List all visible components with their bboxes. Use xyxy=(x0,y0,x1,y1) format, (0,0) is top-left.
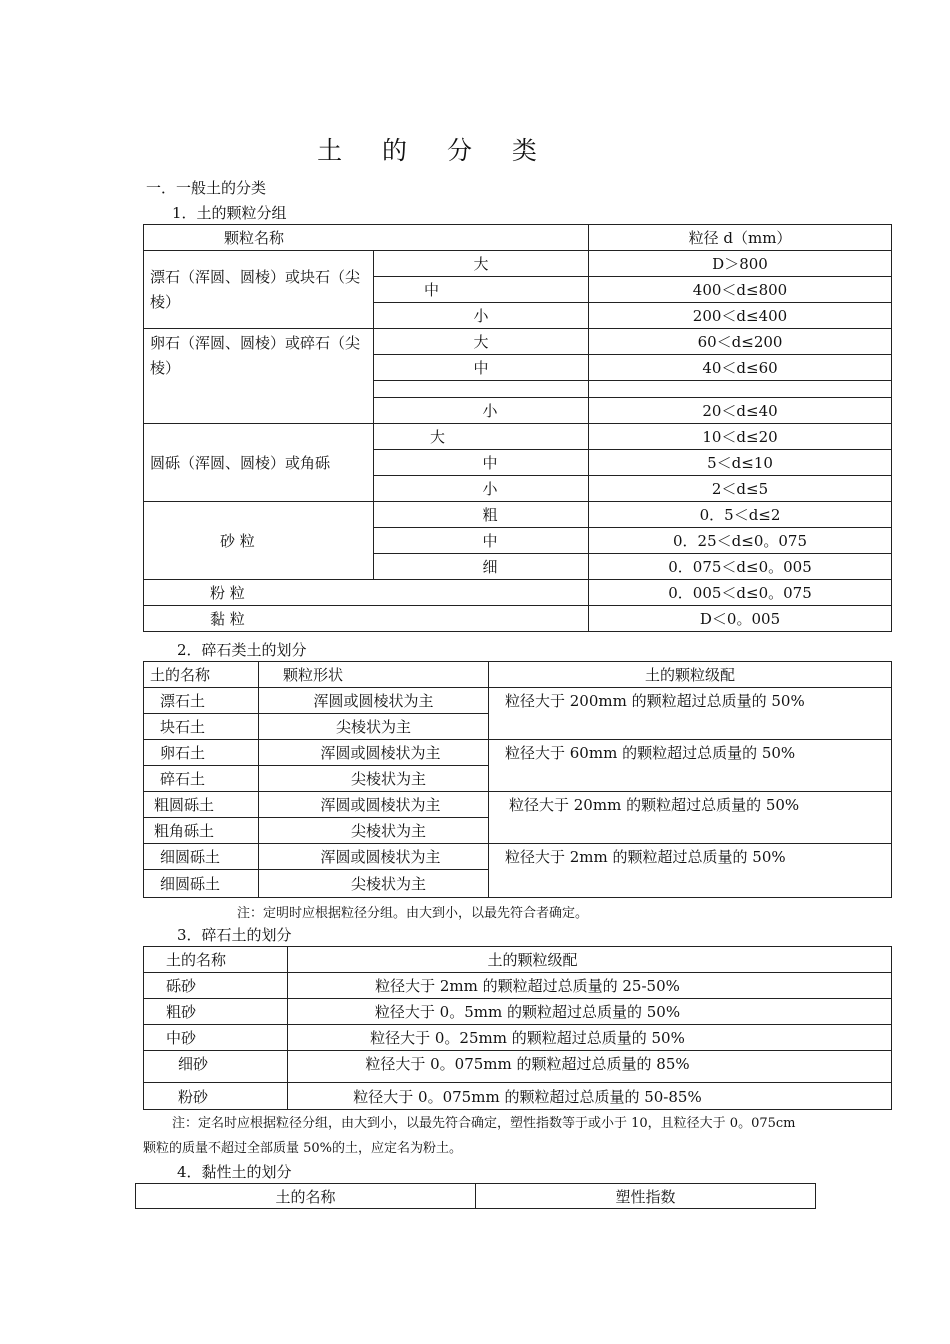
soil-name: 细圆砾土 xyxy=(144,844,259,870)
table-note: 颗粒的质量不超过全部质量 50%的土，应定名为粉土。 xyxy=(143,1141,463,1156)
soil-name: 块石土 xyxy=(144,714,259,740)
table-header: 颗粒名称 xyxy=(144,225,589,251)
grading: 粒径大于 60mm 的颗粒超过总质量的 50% xyxy=(489,740,892,792)
grading: 粒径大于 0。075mm 的颗粒超过总质量的 85% xyxy=(288,1051,892,1083)
grading: 粒径大于 0。5mm 的颗粒超过总质量的 50% xyxy=(288,999,892,1025)
soil-name: 细砂 xyxy=(144,1051,288,1083)
soil-name: 粗砂 xyxy=(144,999,288,1025)
gravel-soil-table xyxy=(143,661,892,898)
table-header: 土的名称 xyxy=(144,662,259,688)
particle-shape: 尖棱状为主 xyxy=(259,714,489,740)
particle-shape: 尖棱状为主 xyxy=(259,766,489,792)
size-range: 40＜d≤60 xyxy=(589,355,892,381)
subsection-heading: 2．碎石类土的划分 xyxy=(177,641,307,659)
table-note: 注：定名时应根据粒径分组，由大到小，以最先符合确定，塑性指数等于或小于 10，且粒径大于 0。075cm xyxy=(172,1116,796,1131)
particle-shape: 浑圆或圆棱状为主 xyxy=(259,688,489,714)
cohesive-soil-table xyxy=(135,1183,816,1209)
soil-name: 中砂 xyxy=(144,1025,288,1051)
size-class: 中 xyxy=(374,277,589,303)
sand-soil-table xyxy=(143,946,892,1110)
table-header: 土的名称 xyxy=(136,1184,476,1209)
soil-name: 砾砂 xyxy=(144,973,288,999)
particle-shape: 尖棱状为主 xyxy=(259,818,489,844)
size-range: 20＜d≤40 xyxy=(589,398,892,424)
particle-shape: 尖棱状为主 xyxy=(259,870,489,898)
soil-name: 漂石土 xyxy=(144,688,259,714)
size-class: 大 xyxy=(374,329,589,355)
grading: 粒径大于 2mm 的颗粒超过总质量的 50% xyxy=(489,844,892,898)
size-class: 中 xyxy=(374,528,589,554)
size-class xyxy=(374,381,589,398)
group-name: 粉 粒 xyxy=(144,580,589,606)
size-range: 2＜d≤5 xyxy=(589,476,892,502)
size-range: D＜0。005 xyxy=(589,606,892,632)
group-name: 卵石（浑圆、圆棱）或碎石（尖棱） xyxy=(144,329,374,424)
soil-name: 卵石土 xyxy=(144,740,259,766)
size-range: 0．005＜d≤0。075 xyxy=(589,580,892,606)
size-range: 400＜d≤800 xyxy=(589,277,892,303)
table-header: 塑性指数 xyxy=(476,1184,816,1209)
soil-name: 粗圆砾土 xyxy=(144,792,259,818)
group-name: 黏 粒 xyxy=(144,606,589,632)
subsection-heading: 4．黏性土的划分 xyxy=(177,1163,292,1181)
size-class: 小 xyxy=(374,398,589,424)
size-class: 粗 xyxy=(374,502,589,528)
table-header: 粒径 d（mm） xyxy=(589,225,892,251)
table-header: 土的颗粒级配 xyxy=(288,947,892,973)
size-range: D＞800 xyxy=(589,251,892,277)
size-range: 0．25＜d≤0。075 xyxy=(589,528,892,554)
group-name: 圆砾（浑圆、圆棱）或角砾 xyxy=(144,424,374,502)
grading: 粒径大于 0。25mm 的颗粒超过总质量的 50% xyxy=(288,1025,892,1051)
size-class: 细 xyxy=(374,554,589,580)
size-class: 小 xyxy=(374,303,589,329)
subsection-heading: 3．碎石土的划分 xyxy=(177,926,292,944)
grading: 粒径大于 200mm 的颗粒超过总质量的 50% xyxy=(489,688,892,740)
size-range: 5＜d≤10 xyxy=(589,450,892,476)
particle-group-table xyxy=(143,224,892,632)
soil-name: 粗角砾土 xyxy=(144,818,259,844)
table-header: 土的颗粒级配 xyxy=(489,662,892,688)
size-class: 大 xyxy=(374,424,589,450)
soil-name: 粉砂 xyxy=(144,1083,288,1110)
grading: 粒径大于 0。075mm 的颗粒超过总质量的 50-85% xyxy=(288,1083,892,1110)
size-class: 中 xyxy=(374,450,589,476)
page-title: 土 的 分 类 xyxy=(317,136,553,165)
size-range: 60＜d≤200 xyxy=(589,329,892,355)
particle-shape: 浑圆或圆棱状为主 xyxy=(259,792,489,818)
size-range: 10＜d≤20 xyxy=(589,424,892,450)
soil-name: 细圆砾土 xyxy=(144,870,259,898)
group-name: 砂 粒 xyxy=(144,502,374,580)
subsection-heading: 1．土的颗粒分组 xyxy=(172,204,287,222)
table-header: 土的名称 xyxy=(144,947,288,973)
size-class: 大 xyxy=(374,251,589,277)
particle-shape: 浑圆或圆棱状为主 xyxy=(259,844,489,870)
section-heading: 一．一般土的分类 xyxy=(146,179,267,197)
table-note: 注：定明时应根据粒径分组。由大到小，以最先符合者确定。 xyxy=(237,906,589,921)
soil-name: 碎石土 xyxy=(144,766,259,792)
grading: 粒径大于 20mm 的颗粒超过总质量的 50% xyxy=(489,792,892,844)
table-header: 颗粒形状 xyxy=(259,662,489,688)
size-range: 200＜d≤400 xyxy=(589,303,892,329)
size-class: 中 xyxy=(374,355,589,381)
size-range: 0．5＜d≤2 xyxy=(589,502,892,528)
size-range xyxy=(589,381,892,398)
group-name: 漂石（浑圆、圆棱）或块石（尖棱） xyxy=(144,251,374,329)
size-class: 小 xyxy=(374,476,589,502)
grading: 粒径大于 2mm 的颗粒超过总质量的 25-50% xyxy=(288,973,892,999)
particle-shape: 浑圆或圆棱状为主 xyxy=(259,740,489,766)
size-range: 0．075＜d≤0。005 xyxy=(589,554,892,580)
